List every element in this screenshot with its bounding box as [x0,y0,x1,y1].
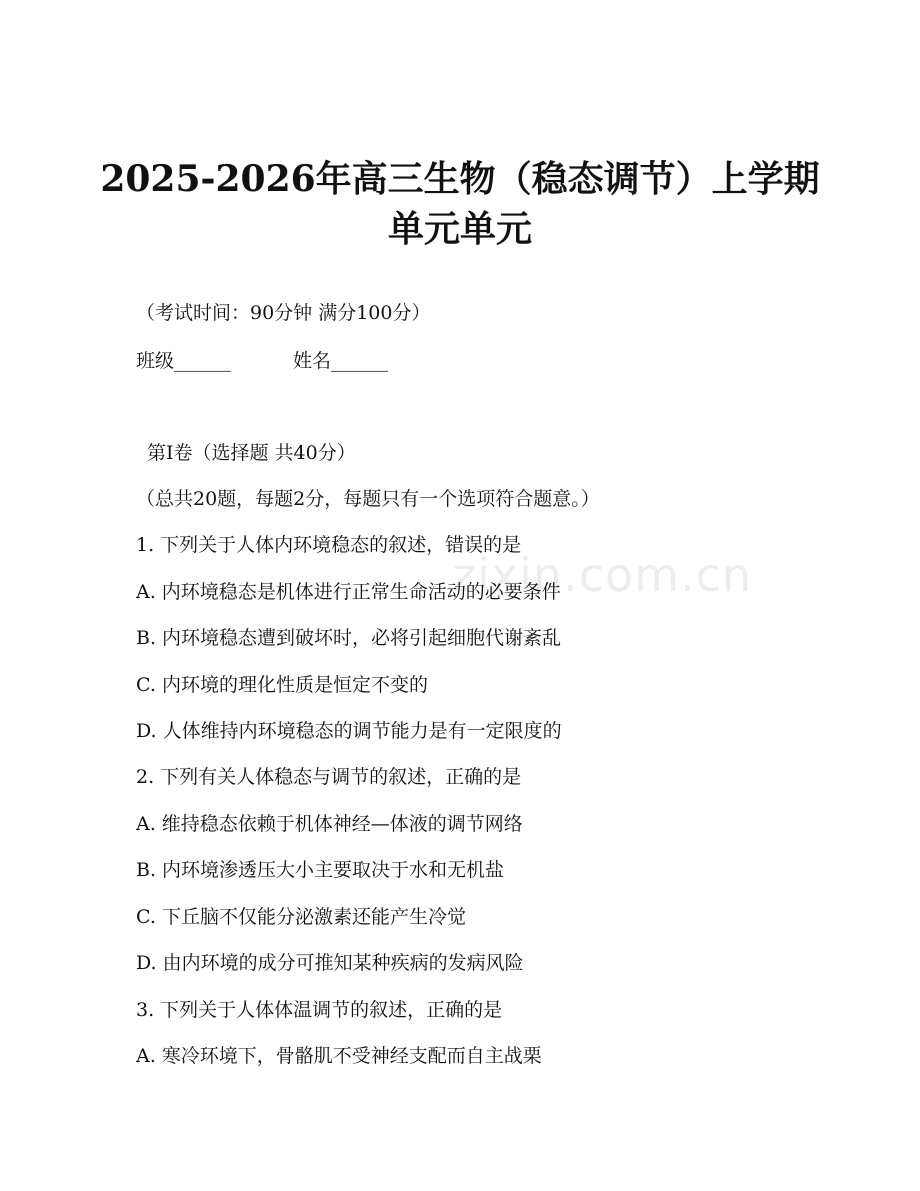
question-option: C. 内环境的理化性质是恒定不变的 [136,674,428,696]
question-option: D. 人体维持内环境稳态的调节能力是有一定限度的 [136,720,562,742]
document-title-line-2: 单元单元 [387,208,532,250]
section-heading: 第Ⅰ卷（选择题 共40分） [147,442,356,464]
question-option: D. 由内环境的成分可推知某种疾病的发病风险 [136,952,524,974]
question-option: A. 寒冷环境下，骨骼肌不受神经支配而自主战栗 [136,1045,542,1067]
question-stem: 3. 下列关于人体体温调节的叙述，正确的是 [136,999,503,1021]
question-option: B. 内环境稳态遭到破坏时，必将引起细胞代谢紊乱 [136,627,562,649]
question-stem: 2. 下列有关人体稳态与调节的叙述，正确的是 [136,766,522,788]
name-field: 姓名______ [293,350,389,372]
question-stem: 1. 下列关于人体内环境稳态的叙述，错误的是 [136,534,522,556]
question-option: A. 维持稳态依赖于机体神经—体液的调节网络 [136,813,523,835]
exam-info: （考试时间：90分钟 满分100分） [136,302,431,324]
question-option: C. 下丘脑不仅能分泌激素还能产生冷觉 [136,906,466,928]
question-option: A. 内环境稳态是机体进行正常生命活动的必要条件 [136,581,561,603]
watermark: zixin.com.cn [452,548,753,602]
document-title-line-1: 2025-2026年高三生物（稳态调节）上学期 [100,158,820,200]
class-field: 班级______ [136,350,232,372]
section-note: （总共20题，每题2分，每题只有一个选项符合题意。） [136,488,600,510]
question-option: B. 内环境渗透压大小主要取决于水和无机盐 [136,859,505,881]
